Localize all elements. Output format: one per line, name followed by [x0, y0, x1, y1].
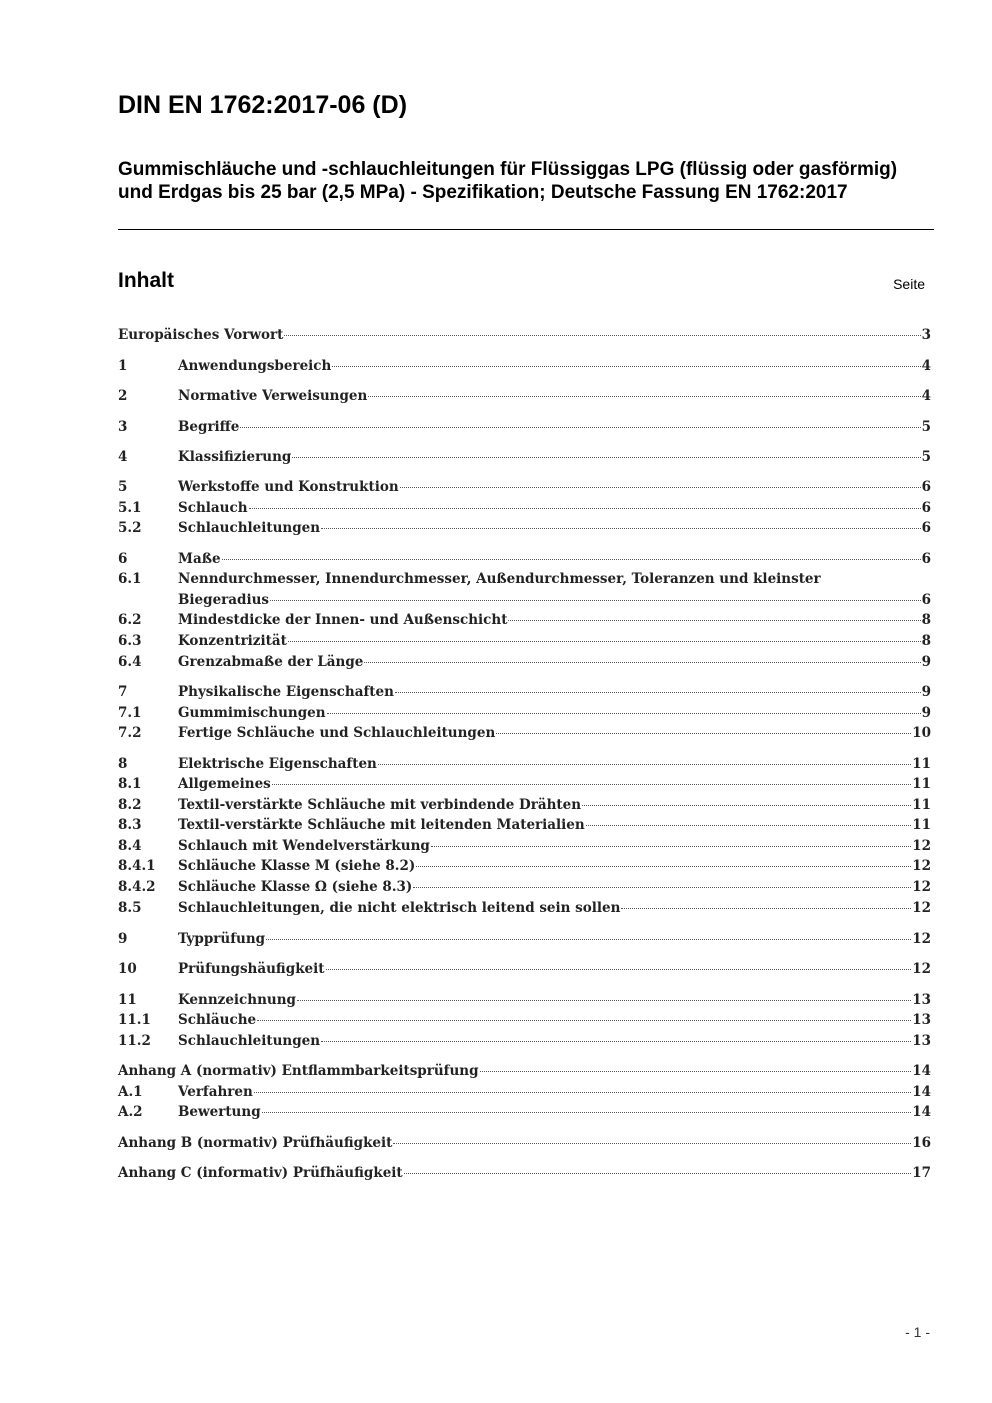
toc-entry-page: 12 [912, 900, 931, 916]
toc-entry-title: Schlauchleitungen [178, 1033, 321, 1049]
toc-entry-title: Maße [178, 551, 221, 567]
toc-entry-title: Werkstoffe und Konstruktion [178, 479, 399, 495]
toc-entry-page: 9 [921, 684, 931, 700]
toc-entry-number: 6.3 [118, 633, 142, 649]
toc-entry-page: 11 [912, 776, 931, 792]
dot-leader [284, 335, 920, 336]
toc-entry[interactable] [118, 991, 931, 1010]
page-column-label: Seite [893, 276, 925, 292]
toc-entry-title: Nenndurchmesser, Innendurchmesser, Außendurchmesser, Toleranzen und kleinster [178, 571, 821, 587]
toc-entry-title: Anhang B (normativ) Prüfhäufigkeit [118, 1135, 393, 1151]
table-of-contents [118, 0, 931, 1403]
dot-leader [332, 366, 920, 367]
dot-leader [297, 1000, 911, 1001]
toc-entry-page: 12 [912, 858, 931, 874]
toc-entry[interactable] [118, 478, 931, 497]
toc-entry-page: 9 [921, 705, 931, 721]
toc-entry-title: Anwendungsbereich [178, 358, 332, 374]
toc-entry-title-continuation: Biegeradius [178, 592, 269, 608]
dot-leader [321, 1041, 911, 1042]
toc-entry-title: Schläuche [178, 1012, 257, 1028]
toc-entry-title: Schläuche Klasse M (siehe 8.2) [178, 858, 416, 874]
toc-entry-title: Textil-verstärkte Schläuche mit verbindende Drähten [178, 797, 582, 813]
toc-entry-page: 12 [912, 961, 931, 977]
toc-entry-title: Typprüfung [178, 931, 266, 947]
toc-entry-title: Schlauch mit Wendelverstärkung [178, 838, 430, 854]
toc-entry-title: Allgemeines [178, 776, 271, 792]
toc-entry-title: Schläuche Klasse Ω (siehe 8.3) [178, 879, 413, 895]
toc-entry-number: 6.4 [118, 654, 142, 670]
toc-entry[interactable] [118, 1032, 931, 1051]
toc-entry-title: Schlauchleitungen [178, 520, 321, 536]
toc-entry-title: Grenzabmaße der Länge [178, 654, 364, 670]
toc-entry-page: 17 [912, 1165, 931, 1181]
toc-entry[interactable] [118, 611, 931, 630]
dot-leader [254, 1092, 911, 1093]
toc-entry-page: 13 [912, 1033, 931, 1049]
toc-entry-number: 4 [118, 449, 128, 465]
toc-entry-page: 4 [921, 388, 931, 404]
dot-leader [222, 559, 921, 560]
dot-leader [395, 692, 921, 693]
toc-entry-page: 13 [912, 992, 931, 1008]
toc-entry[interactable] [118, 387, 931, 406]
document-title: Gummischläuche und -schlauchleitungen für Flüssiggas LPG (flüssig oder gasförmig) und Erdgas bis 25 bar (2,5 MPa) - Spezifikation; Deutsche Fassung EN 1762:2017 [118, 159, 898, 203]
toc-entry-page: 6 [921, 479, 931, 495]
toc-entry[interactable] [118, 1134, 931, 1153]
dot-leader [496, 733, 911, 734]
toc-entry-number: 11 [118, 992, 137, 1008]
dot-leader [431, 846, 911, 847]
dot-leader [288, 641, 921, 642]
dot-leader [393, 1143, 911, 1144]
toc-entry-number: 5.2 [118, 520, 142, 536]
toc-entry-number: 8.5 [118, 900, 142, 916]
toc-entry-title: Schlauch [178, 500, 248, 516]
toc-entry[interactable] [118, 1083, 931, 1102]
dot-leader [327, 713, 921, 714]
toc-entry-number: A.1 [118, 1084, 143, 1100]
dot-leader [378, 764, 911, 765]
toc-entry[interactable] [118, 837, 931, 856]
toc-entry-page: 6 [921, 592, 931, 608]
toc-entry-title: Verfahren [178, 1084, 253, 1100]
toc-entry-title: Fertige Schläuche und Schlauchleitungen [178, 725, 496, 741]
toc-entry-number: 11.2 [118, 1033, 151, 1049]
toc-entry-page: 8 [921, 633, 931, 649]
toc-entry-continuation[interactable] [118, 591, 931, 610]
toc-entry[interactable] [118, 357, 931, 376]
toc-heading: Inhalt [118, 269, 174, 292]
toc-entry-number: 2 [118, 388, 128, 404]
dot-leader [240, 427, 920, 428]
dot-leader [413, 887, 911, 888]
dot-leader [416, 866, 911, 867]
toc-entry-page: 12 [912, 879, 931, 895]
toc-entry-number: 8.4.1 [118, 858, 156, 874]
toc-entry[interactable] [118, 878, 931, 897]
page-number: - 1 - [905, 1324, 930, 1340]
toc-entry-number: 8 [118, 756, 128, 772]
toc-entry-title: Mindestdicke der Innen- und Außenschicht [178, 612, 508, 628]
toc-entry-title: Elektrische Eigenschaften [178, 756, 377, 772]
toc-entry-page: 5 [921, 449, 931, 465]
toc-entry-page: 12 [912, 931, 931, 947]
dot-leader [582, 805, 911, 806]
toc-entry-page: 8 [921, 612, 931, 628]
toc-entry-page: 5 [921, 419, 931, 435]
toc-entry[interactable] [118, 1062, 931, 1081]
dot-leader [249, 508, 921, 509]
toc-entry-title: Bewertung [178, 1104, 261, 1120]
dot-leader [292, 457, 920, 458]
toc-entry[interactable] [118, 1011, 931, 1030]
toc-entry-title: Anhang A (normativ) Entflammbarkeitsprüfung [118, 1063, 479, 1079]
toc-entry-title: Kennzeichnung [178, 992, 296, 1008]
toc-entry-page: 12 [912, 838, 931, 854]
toc-entry[interactable] [118, 632, 931, 651]
toc-entry[interactable] [118, 796, 931, 815]
toc-entry-page: 14 [912, 1063, 931, 1079]
toc-entry-page: 3 [921, 327, 931, 343]
toc-entry[interactable] [118, 755, 931, 774]
dot-leader [270, 600, 921, 601]
toc-entry-title: Normative Verweisungen [178, 388, 368, 404]
toc-entry-page: 14 [912, 1104, 931, 1120]
toc-entry-page: 16 [912, 1135, 931, 1151]
toc-entry-number: A.2 [118, 1104, 143, 1120]
toc-entry[interactable] [118, 899, 931, 918]
toc-entry[interactable] [118, 775, 931, 794]
toc-entry-title: Klassifizierung [178, 449, 292, 465]
dot-leader [257, 1020, 911, 1021]
toc-entry[interactable] [118, 519, 931, 538]
toc-entry-number: 7.2 [118, 725, 142, 741]
toc-entry[interactable] [118, 499, 931, 518]
toc-entry-page: 13 [912, 1012, 931, 1028]
toc-entry-number: 8.4.2 [118, 879, 156, 895]
toc-entry-number: 5.1 [118, 500, 142, 516]
toc-entry-title: Konzentrizität [178, 633, 287, 649]
toc-entry-page: 14 [912, 1084, 931, 1100]
toc-entry-number: 8.1 [118, 776, 142, 792]
toc-entry-title: Textil-verstärkte Schläuche mit leitenden Materialien [178, 817, 585, 833]
toc-entry-page: 11 [912, 756, 931, 772]
toc-entry-page: 6 [921, 551, 931, 567]
toc-entry-page: 4 [921, 358, 931, 374]
toc-entry-number: 9 [118, 931, 128, 947]
toc-entry-number: 8.3 [118, 817, 142, 833]
dot-leader [364, 662, 920, 663]
toc-entry[interactable] [118, 683, 931, 702]
toc-entry[interactable] [118, 1164, 931, 1183]
toc-entry-number: 7.1 [118, 705, 142, 721]
toc-entry-number: 7 [118, 684, 128, 700]
toc-entry[interactable] [118, 326, 931, 345]
toc-entry-title: Schlauchleitungen, die nicht elektrisch leitend sein sollen [178, 900, 621, 916]
toc-entry-page: 6 [921, 500, 931, 516]
toc-entry[interactable] [118, 704, 931, 723]
toc-entry[interactable] [118, 857, 931, 876]
toc-entry[interactable] [118, 724, 931, 743]
toc-entry-title: Physikalische Eigenschaften [178, 684, 394, 700]
toc-entry[interactable] [118, 816, 931, 835]
toc-entry-page: 9 [921, 654, 931, 670]
toc-entry-title: Begriffe [178, 419, 240, 435]
toc-entry-number: 6 [118, 551, 128, 567]
toc-entry-title: Prüfungshäufigkeit [178, 961, 325, 977]
dot-leader [480, 1071, 912, 1072]
dot-leader [404, 1173, 912, 1174]
toc-entry-number: 3 [118, 419, 128, 435]
dot-leader [326, 969, 912, 970]
toc-entry-page: 6 [921, 520, 931, 536]
dot-leader [400, 487, 921, 488]
toc-entry[interactable] [118, 1103, 931, 1122]
dot-leader [368, 396, 920, 397]
toc-entry[interactable] [118, 550, 931, 569]
toc-entry-number: 1 [118, 358, 128, 374]
toc-entry-number: 8.2 [118, 797, 142, 813]
dot-leader [621, 908, 911, 909]
dot-leader [262, 1112, 912, 1113]
dot-leader [508, 620, 920, 621]
toc-entry-number: 8.4 [118, 838, 142, 854]
dot-leader [321, 528, 921, 529]
toc-entry-number: 6.2 [118, 612, 142, 628]
toc-entry[interactable] [118, 418, 931, 437]
toc-entry-number: 6.1 [118, 571, 142, 587]
toc-entry-number: 11.1 [118, 1012, 151, 1028]
dot-leader [586, 825, 912, 826]
toc-entry-number: 10 [118, 961, 137, 977]
toc-entry-title: Anhang C (informativ) Prüfhäufigkeit [118, 1165, 403, 1181]
document-id: DIN EN 1762:2017-06 (D) [118, 91, 408, 119]
toc-entry-page: 11 [912, 797, 931, 813]
toc-entry[interactable] [118, 570, 931, 589]
toc-entry-page: 10 [912, 725, 931, 741]
toc-entry[interactable] [118, 960, 931, 979]
toc-entry-page: 11 [912, 817, 931, 833]
toc-entry-number: 5 [118, 479, 128, 495]
toc-entry-title: Gummimischungen [178, 705, 326, 721]
toc-entry[interactable] [118, 448, 931, 467]
dot-leader [266, 939, 911, 940]
dot-leader [272, 784, 911, 785]
toc-entry-title: Europäisches Vorwort [118, 327, 284, 343]
toc-entry[interactable] [118, 653, 931, 672]
toc-entry[interactable] [118, 930, 931, 949]
